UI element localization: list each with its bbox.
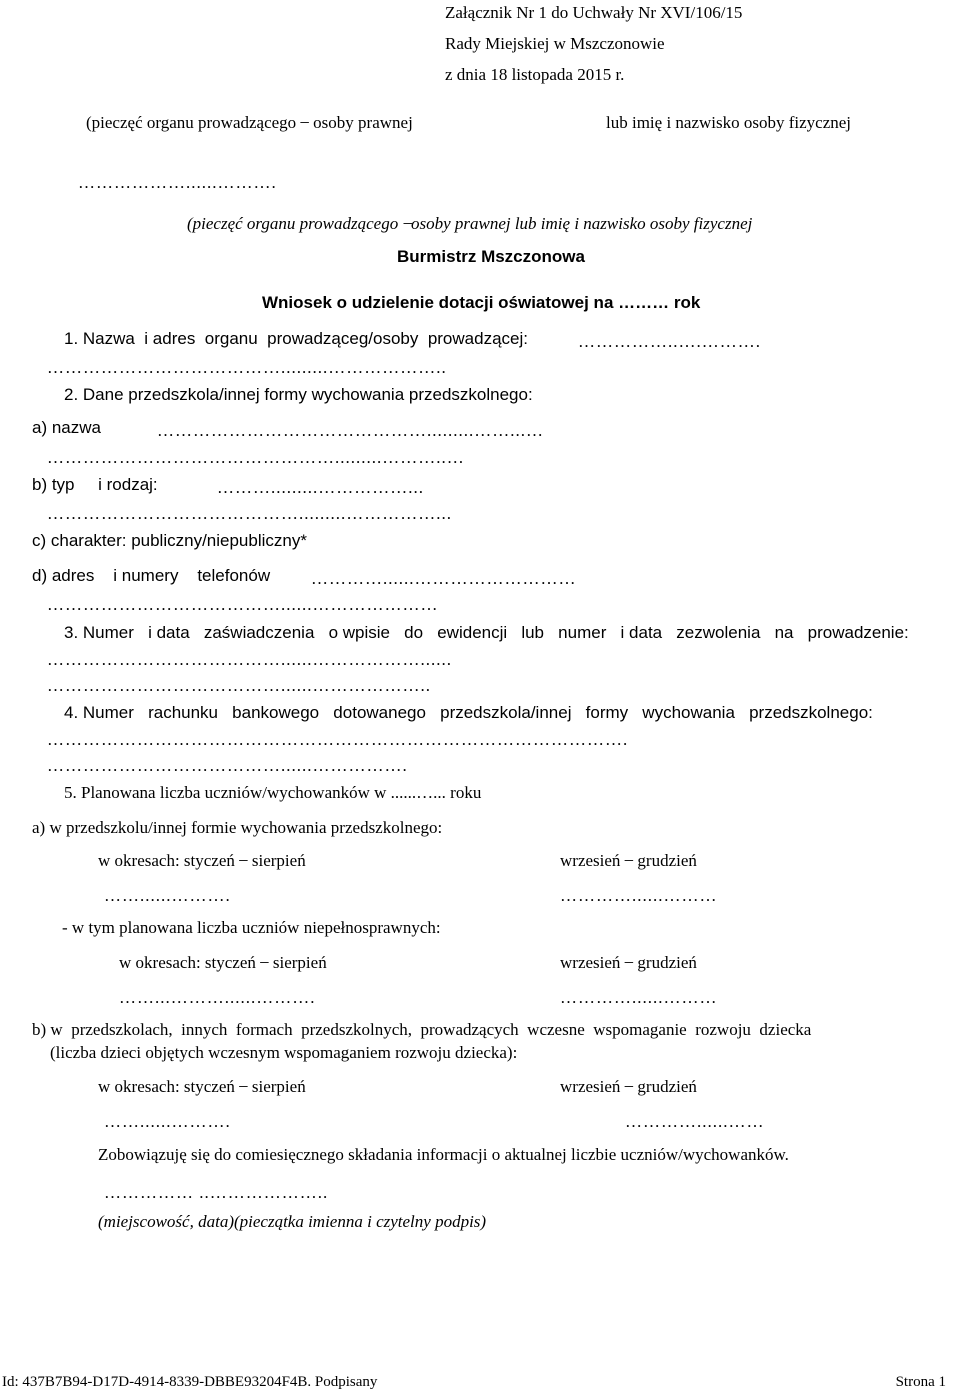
section-5b-label-line-1: b) w przedszkolach, innych formach przedszkolnych, prowadzących wczesne wspomaganie rozwoju dziecka [32, 1020, 812, 1039]
section-5b-dots-1: ……......………. [104, 1113, 231, 1130]
section-5-label: 5. Planowana liczba uczniów/wychowanków w ......…... roku [64, 783, 482, 802]
section-1-label: 1. Nazwa i adres organu prowadząceg/osoby prowadzącej: [64, 329, 528, 348]
disabled-dots-2: …………......……… [560, 989, 718, 1006]
section-2d-label: d) adres i numery telefonów [32, 566, 271, 585]
commitment-text: Zobowiązuję się do comiesięcznego składania informacji o aktualnej liczbie uczniów/wychowanków. [98, 1145, 789, 1164]
section-1-dots-a: ……………..….………. [578, 333, 761, 350]
section-5b-period-1: w okresach: styczeń ̶ sierpień [98, 1077, 306, 1096]
signature-dots: …………… ..……………….. [104, 1184, 329, 1201]
section-2b-label: b) typ i rodzaj: [32, 475, 158, 494]
section-5b-dots-2: …………......…… [625, 1113, 765, 1130]
disabled-dots-1: ……...………......………. [119, 989, 316, 1006]
stamp-dots: ………………......………. [78, 174, 277, 191]
section-5a-label: a) w przedszkolu/innej formie wychowania przedszkolnego: [32, 818, 443, 837]
section-5a-dots-1: ……......………. [104, 887, 231, 904]
section-4-label: 4. Numer rachunku bankowego dotowanego przedszkola/innej formy wychowania przedszkolnego: [64, 703, 873, 722]
header-line-3: z dnia 18 listopada 2015 r. [445, 65, 625, 84]
section-2d-dots-1: …………......……………………… [311, 570, 577, 587]
disabled-period-2: wrzesień ̶ grudzień [560, 953, 697, 972]
section-5a-period-1: w okresach: styczeń ̶ sierpień [98, 851, 306, 870]
section-5a-period-2: wrzesień ̶ grudzień [560, 851, 697, 870]
section-2c-label: c) charakter: publiczny/niepubliczny* [32, 531, 307, 550]
header-line-2: Rady Miejskiej w Mszczonowie [445, 34, 665, 53]
section-2b-dots-2: …………………………………….........……………... [47, 505, 452, 522]
footer-page-number: Strona 1 [895, 1374, 946, 1390]
stamp-left-text: (pieczęć organu prowadzącego ̶ osoby prawnej [86, 113, 413, 132]
section-5b-label-line-2: (liczba dzieci objętych wczesnym wspomaganiem rozwoju dziecka): [50, 1043, 518, 1062]
disabled-period-1: w okresach: styczeń ̶ sierpień [119, 953, 327, 972]
disabled-students-label: - w tym planowana liczba uczniów niepełnosprawnych: [62, 918, 441, 937]
section-2a-dots-1: ……………………………………….........……...… [157, 422, 544, 439]
section-3-dots-2: …………………………………......……………….. [47, 677, 431, 694]
stamp-caption: (pieczęć organu prowadzącego ̶ osoby prawnej lub imię i nazwisko osoby fizycznej [187, 214, 753, 233]
section-2a-dots-2: ………………………………………….........………..… [47, 449, 465, 466]
section-3-label: 3. Numer i data zaświadczenia o wpisie do ewidencji lub numer i data zezwolenia na prowadzenie: [64, 623, 909, 642]
header-line-1: Załącznik Nr 1 do Uchwały Nr XVI/106/15 [445, 3, 743, 22]
form-title: Wniosek o udzielenie dotacji oświatowej na ……… rok [262, 293, 701, 312]
recipient-title: Burmistrz Mszczonowa [397, 247, 585, 266]
section-4-dots-1: ……………………………………………………………………………………. [47, 731, 629, 748]
section-5a-dots-2: …………......……… [560, 887, 718, 904]
section-2-label: 2. Dane przedszkola/innej formy wychowania przedszkolnego: [64, 385, 533, 404]
section-2b-dots-1: ……….........……………... [217, 479, 424, 496]
signature-caption: (miejscowość, data)(pieczątka imienna i czytelny podpis) [98, 1212, 487, 1231]
section-2d-dots-2: …………………………………......………………… [47, 596, 439, 613]
section-2a-label: a) nazwa [32, 418, 101, 437]
stamp-right-text: lub imię i nazwisko osoby fizycznej [606, 113, 852, 132]
footer-document-id: Id: 437B7B94-D17D-4914-8339-DBBE93204F4B. Podpisany [2, 1374, 378, 1390]
section-1-dots-b: ………………………………….........……………….. [47, 359, 447, 376]
section-5b-period-2: wrzesień ̶ grudzień [560, 1077, 697, 1096]
section-3-dots-1: …………………………………......………………...... [47, 651, 452, 668]
section-4-dots-2: …………………………………......……………. [47, 757, 408, 774]
